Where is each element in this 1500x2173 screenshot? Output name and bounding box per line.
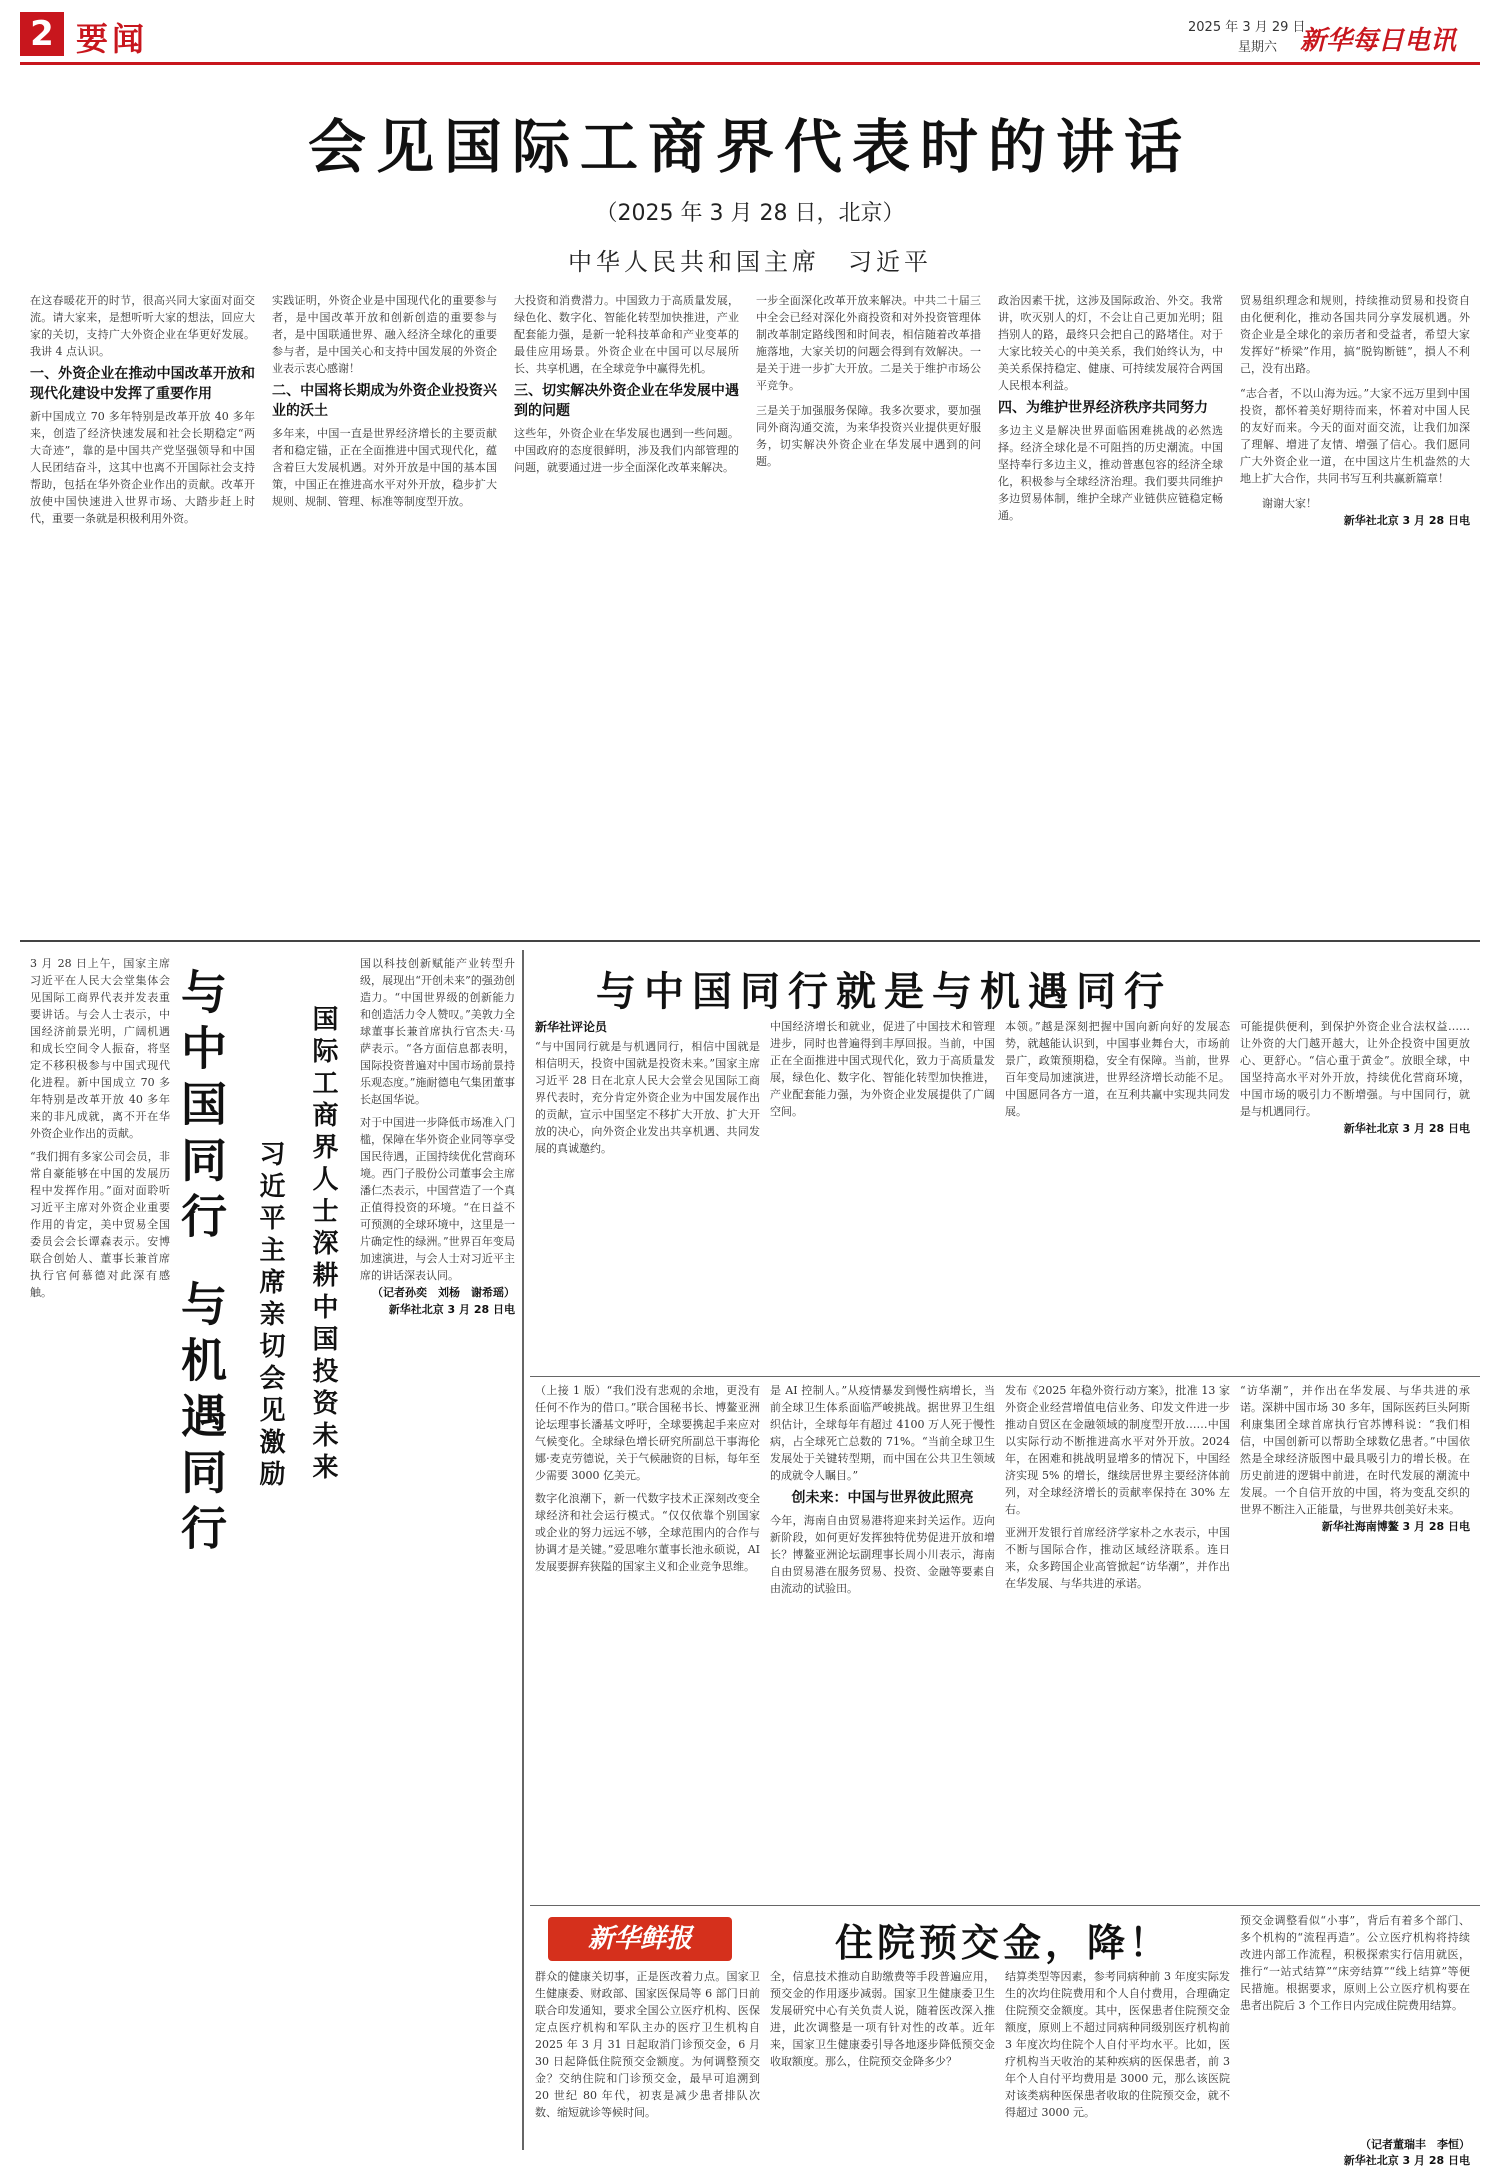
divider-feature <box>522 950 524 2150</box>
boao-col-4: “访华潮”，并作出在华发展、与华共进的承诺。深耕中国市场 30 多年，国际医药巨头阿斯利康集团全球首席执行官苏博科说：“我们相信，中国创新可以帮助全球数亿患者。”中国依然是全球经济版图中最具吸引力的增长极。在历史前进的逻辑中前进，在时代发展的潮流中发展。一个自信开放的中国，将为变乱交织的世界不断注入正能量，与世界共创美好未来。 新华社海南博鳌 3 月 28 日电 <box>1240 1384 1470 1533</box>
comment-col-2: 中国经济增长和就业，促进了中国技术和管理进步，同时也普遍得到丰厚回报。当前，中国正在全面推进中国式现代化，致力于高质量发展，绿色化、数字化、智能化转型加快推进，产业配套能力强，为外资企业发展提供了广阔空间。 <box>770 1020 995 1118</box>
brand-logo: 新华每日电讯 <box>1300 26 1457 56</box>
header-rule <box>20 62 1480 65</box>
comment-byline: 新华社评论员 <box>535 1020 608 1034</box>
boao-col-1: （上接 1 版）“我们没有悲观的余地，更没有任何不作为的借口。”联合国秘书长、博鳌亚洲论坛理事长潘基文呼吁，全球要携起手来应对气候变化。全球绿色增长研究所副总干事海伦娜·麦克劳德说，关于气候融资的目标，每年至少需要 3000 亿美元。 数字化浪潮下，新一代数字技术正深刻改变全球经济和社会运行模式。“仅仅依靠个别国家或企业的努力远远不够，全球范围内的合作与协调才是关键。”爱思唯尔董事长池永硕说，AI 发展要摒弃狭隘的国家主义和企业竞争思维。 <box>535 1384 760 1573</box>
fresh-reporters: （记者董瑞丰 李恒） <box>1360 2138 1470 2151</box>
speech-col-6: 贸易组织理念和规则，持续推动贸易和投资自由化便利化，推动各国共同分享发展机遇。外资企业是全球化的亲历者和受益者，希望大家发挥好“桥梁”作用，搞“脱钩断链”，損人不利己，没有出路。 “志合者，不以山海为远。”大家不远万里到中国投资，都怀着美好期待而来，怀着对中国人民的友好而来。今天的面对面交流，让我们加深了理解、增进了友情、增强了信心。我们愿同广大外资企业一道，在中国这片生机盎然的大地上扩大合作，共同书写互利共赢新篇章！ 谢谢大家！ 新华社北京 3 月 28 日电 <box>1240 294 1470 527</box>
fresh-badge-label: 新华鲜报 <box>587 1924 692 1954</box>
speech-author: 中华人民共和国主席 习近平 <box>568 248 932 276</box>
divider-comment <box>530 1376 1480 1377</box>
fresh-col-3: 结算类型等因素，参考同病种前 3 年度实际发生的次均住院费用和个人自付费用，合理确定住院预交金额度。其中，医保患者住院预交金额度，原则上不超过同病种同级别医疗机构前 3 年度次均住院个人自付平均水平。比如，医疗机构当天收治的某种疾病的医保患者，前 3 年个人自付平均费用是 3000 元，那么该医院对该类病种医保患者收取的住院预交金，就不得超过 3000 元。 <box>1005 1970 1230 2119</box>
section-title: 要闻 <box>76 20 149 58</box>
comment-col-3: 本领。”越是深刻把握中国向新向好的发展态势，就越能认识到，中国事业舞台大，市场前景广，政策预期稳，安全有保障。当前，世界百年变局加速演进，世界经济增长动能不足。中国愿同各方一道，在互利共赢中实现共同发展。 <box>1005 1020 1230 1118</box>
feature-headline-a: 与中国同行 <box>174 968 228 1248</box>
speech-thanks: 谢谢大家！ <box>1262 497 1317 510</box>
fresh-col-2: 全，信息技术推动自助缴费等手段普遍应用，预交金的作用逐步减弱。国家卫生健康委卫生发展研究中心有关负责人说，随着医改深入推进，此次调整是一项有针对性的改革。近年来，国家卫生健康委引导各地逐步降低预交金收取额度。那么，住院预交金降多少？ <box>770 1970 995 2068</box>
speech-col-1: 在这春暖花开的时节，很高兴同大家面对面交流。请大家来，是想听听大家的想法，回应大家的关切，支持广大外资企业在华更好发展。我讲 4 点认识。 一、外资企业在推动中国改革开放和现代化建设中发挥了重要作用 新中国成立 70 多年特别是改革开放 40 多年来，创造了经济快速发展和社会长期稳定“两大奇迹”，靠的是中国共产党坚强领导和中国人民团结奋斗，这其中也离不开国际社会支持帮助，包括在华外资企业作出的贡献。改革开放使中国快速进入世界市场、大踏步赶上时代，重要一条就是积极利用外资。 <box>30 294 255 525</box>
speech-col-3: 大投资和消费潜力。中国致力于高质量发展，绿色化、数字化、智能化转型加快推进，产业配套能力强，是新一轮科技革命和产业变革的最佳应用场景。外资企业在中国可以尽展所长、共享机遇，在全球竞争中赢得先机。 三、切实解决外资企业在华发展中遇到的问题 这些年，外资企业在华发展也遇到一些问题。中国政府的态度很鲜明，涉及我们内部管理的问题，就要通过进一步全面深化改革来解决。 <box>514 294 739 474</box>
feature-subhead-b: 国际工商界人士深耕中国投资未来 <box>308 1005 338 1485</box>
speech-col-4: 一步全面深化改革开放来解决。中共二十届三中全会已经对深化外商投资和对外投资管理体制改革制定路线图和时间表，相信随着改革措施落地，大家关切的问题会得到有效解决。一是关于进一步扩大开放。二是关于维护市场公平竞争。 三是关于加强服务保障。我多次要求，要加强同外商沟通交流，为来华投资兴业提供更好服务，切实解决外资企业在华发展中遇到的问题。 <box>756 294 981 468</box>
speech-heading-4: 四、为维护世界经济秩序共同努力 <box>998 400 1208 416</box>
fresh-col-1: 群众的健康关切事，正是医改着力点。国家卫生健康委、财政部、国家医保局等 6 部门日前联合印发通知，要求全国公立医疗机构、医保定点医疗机构和军队主办的医疗卫生机构自 2025 年 3 月 31 日起取消门诊预交金，6 月 30 日起降低住院预交金额度。为何调整预交金？交纳住院和门诊预交金，最早可追溯到 20 世纪 80 年代，初衷是减少患者排队次数、缩短就诊等候时间。 <box>535 1970 760 2119</box>
speech-heading-1: 一、外资企业在推动中国改革开放和现代化建设中发挥了重要作用 <box>30 366 255 402</box>
page-number: 2 <box>20 12 64 56</box>
speech-col-5: 政治因素干扰，这涉及国际政治、外交。我常讲，吹灭别人的灯，不会让自己更加光明；阻挡别人的路，最终只会把自己的路堵住。对于大家比较关心的中美关系，我们始终认为，中美关系保持稳定、健康、可持续发展符合两国人民根本利益。 四、为维护世界经济秩序共同努力 多边主义是解决世界面临困难挑战的必然选择。经济全球化是不可阻挡的历史潮流。中国坚持奉行多边主义，推动普惠包容的经济全球化，积极参与全球经济治理。我们要共同维护多边贸易体制，维护全球产业链供应链稳定畅通。 <box>998 294 1223 522</box>
boao-col-2: 是 AI 控制人。”从疫情暴发到慢性病增长，当前全球卫生体系面临严峻挑战。据世界卫生组织估计，全球每年有超过 4100 万人死于慢性病，占全球死亡总数的 71%。“当前全球卫生发展处于关键转型期，而中国在公共卫生领域的成就令人瞩目。” 创未来：中国与世界彼此照亮 今年，海南自由贸易港将迎来封关运作。迈向新阶段，如何更好发挥独特优势促进开放和增长？博鳌亚洲论坛副理事长周小川表示，海南自由贸易港在服务贸易、投资、金融等要素自由流动的试验田。 <box>770 1384 995 1595</box>
speech-heading-3: 三、切实解决外资企业在华发展中遇到的问题 <box>514 383 739 419</box>
speech-subtitle: （2025 年 3 月 28 日，北京） <box>595 201 905 226</box>
comment-col-4: 可能提供便利，到保护外资企业合法权益……让外资的大门越开越大，让外企投资中国更放心、更舒心。“信心重于黄金”。放眼全球，中国坚持高水平对外开放，持续优化营商环境，中国市场的吸引力不断增强。与中国同行，就是与机遇同行。 新华社北京 3 月 28 日电 <box>1240 1020 1470 1135</box>
speech-title: 会见国际工商界代表时的讲话 <box>307 113 1192 181</box>
feature-col-2: 国以科技创新赋能产业转型升级，展现出“开创未来”的强劲创造力。“中国世界级的创新能力和创造活力令人赞叹。”美敦力全球董事长兼首席执行官杰夫·马萨表示。“各方面信息都表明，国际投资普遍对中国市场前景持乐观态度。”施耐德电气集团董事长赵国华说。 对于中国进一步降低市场准入门槛，保障在华外资企业同等享受国民待遇，正国持续优化营商环境。西门子股份公司董事会主席潘仁杰表示，中国营造了一个真正值得投资的环境。“在日益不可预测的全球环境中，这里是一片确定性的绿洲。”世界百年变局加速演进，与会人士对习近平主席的讲话深表认同。 （记者孙奕 刘杨 谢希瑶） 新华社北京 3 月 28 日电 <box>360 957 515 1316</box>
issue-weekday: 星期六 <box>1238 40 1278 55</box>
fresh-col-4: 预交金调整看似“小事”，背后有着多个部门、多个机构的“流程再造”。公立医疗机构将持续改进内部工作流程，积极探索实行信用就医，推行“一站式结算”“床旁结算”“线上结算”等便民措施。根据要求，原则上公立医疗机构要在患者出院后 3 个工作日内完成住院费用结算。 <box>1240 1914 1470 2012</box>
feature-headline-b: 与机遇同行 <box>174 1280 228 1560</box>
comment-title: 与中国同行就是与机遇同行 <box>596 969 1172 1015</box>
feature-reporters: （记者孙奕 刘杨 谢希瑶） <box>372 1286 515 1299</box>
speech-heading-2: 二、中国将长期成为外资企业投资兴业的沃土 <box>272 383 497 419</box>
issue-date: 2025 年 3 月 29 日 <box>1188 20 1306 35</box>
comment-dateline: 新华社北京 3 月 28 日电 <box>1343 1122 1470 1135</box>
feature-dateline: 新华社北京 3 月 28 日电 <box>388 1303 515 1316</box>
feature-col-1: 3 月 28 日上午，国家主席习近平在人民大会堂集体会见国际工商界代表并发表重要讲话。与会人士表示，中国经济前景光明，广阔机遇和成长空间令人振奋，将坚定不移积极参与中国式现代化进程。新中国成立 70 多年特别是改革开放 40 多年来的非凡成就，离不开在华外资企业作出的贡献。 “我们拥有多家公司会员，非常自豪能够在中国的发展历程中发挥作用。”面对面聆听习近平主席对外资企业重要作用的肯定，美中贸易全国委员会会长谭森表示。安博联合创始人、董事长兼首席执行官何慕德对此深有感触。 <box>30 957 170 1299</box>
feature-subhead-a: 习近平主席亲切会见激励 <box>255 1140 285 1492</box>
fresh-title: 住院预交金，降！ <box>835 1921 1172 1965</box>
divider-boao <box>530 1905 1480 1906</box>
speech-col-2: 实践证明，外资企业是中国现代化的重要参与者，是中国改革开放和创新创造的重要参与者，是中国联通世界、融入经济全球化的重要参与者，是中国关心和支持中国发展的外资企业表示衷心感谢！ 二、中国将长期成为外资企业投资兴业的沃土 多年来，中国一直是世界经济增长的主要贡献者和稳定锚，正在全面推进中国式现代化，蕴含着巨大发展机遇。对外开放是中国的基本国策，中国正在推进高水平对外开放，稳步扩大规则、规制、管理、标准等制度型开放。 <box>272 294 497 508</box>
divider-speech <box>20 940 1480 942</box>
boao-col-3: 发布《2025 年稳外资行动方案》，批准 13 家外资企业经营增值电信业务、印发文件进一步推动自贸区在金融领域的制度型开放……中国以实际行动不断推进高水平对外开放。2024 年，在困难和挑战明显增多的情况下，中国经济实现 5% 的增长，继续居世界主要经济体前列，对全球经济增长的贡献率保持在 30% 左右。 亚洲开发银行首席经济学家朴之水表示，中国不断与国际合作，推动区域经济联系。连日来，众多跨国企业高管掀起“访华潮”，并作出在华发展、与华共进的承诺。 <box>1005 1384 1230 1590</box>
page-header <box>0 0 1500 60</box>
fresh-badge <box>548 1917 732 1961</box>
boao-heading: 创未来：中国与世界彼此照亮 <box>791 1490 974 1506</box>
fresh-dateline: 新华社北京 3 月 28 日电 <box>1343 2154 1470 2167</box>
comment-col-1: “与中国同行就是与机遇同行，相信中国就是相信明天，投资中国就是投资未来。”国家主席习近平 28 日在北京人民大会堂会见国际工商界代表时，充分肯定外资企业为中国发展作出的贡献，宣示中国坚定不移扩大开放、扩大开放的决心，向外资企业发出共享机遇、共同发展的真诚邀约。 <box>535 1040 760 1155</box>
speech-dateline: 新华社北京 3 月 28 日电 <box>1343 514 1470 527</box>
boao-dateline: 新华社海南博鳌 3 月 28 日电 <box>1321 1520 1470 1533</box>
